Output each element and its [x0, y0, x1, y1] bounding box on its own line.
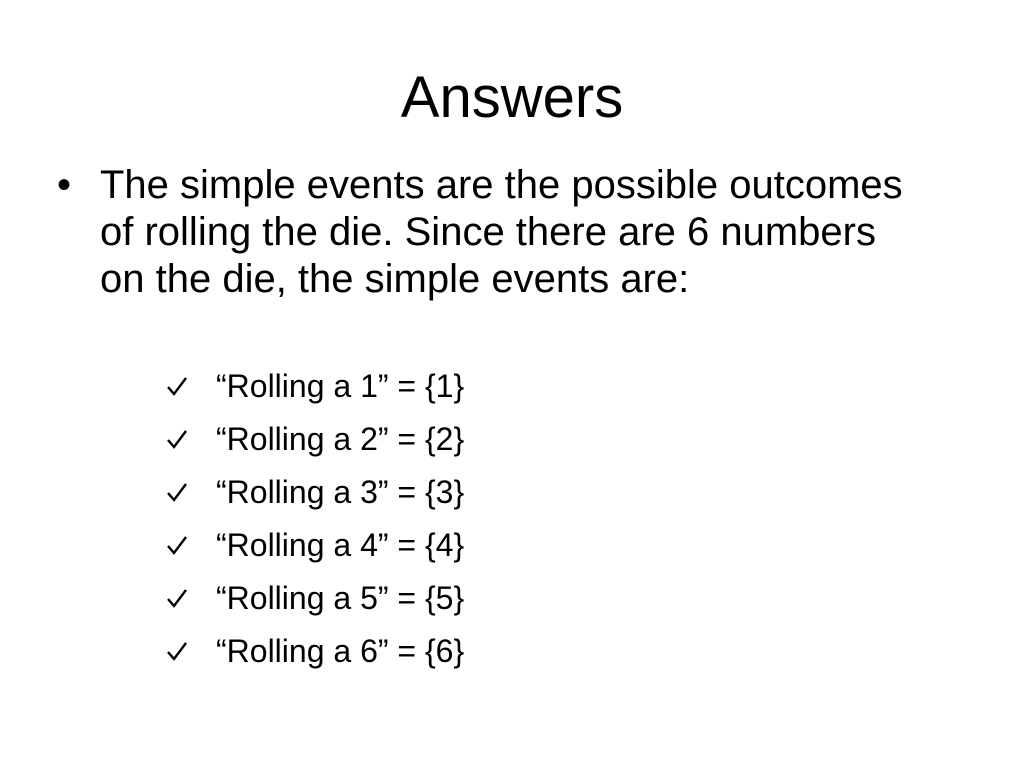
checkmark-icon	[164, 625, 190, 678]
item-text: “Rolling a 3” = {3}	[216, 474, 465, 510]
list-item	[164, 519, 864, 572]
item-text: “Rolling a 2” = {2}	[216, 421, 465, 457]
checkmark-icon	[164, 572, 190, 625]
checkmark-icon	[164, 466, 190, 519]
slide-title: Answers	[400, 65, 624, 130]
bullet-text: The simple events are the possible outcomes of rolling the die. Since there are 6 numbers on the die, the simple events are:	[100, 163, 903, 301]
item-text: “Rolling a 1” = {1}	[216, 368, 465, 404]
list-item	[164, 572, 864, 625]
item-text: “Rolling a 4” = {4}	[216, 527, 465, 563]
list-item	[164, 466, 864, 519]
checkmark-icon	[164, 413, 190, 466]
bullet-dot: •	[57, 163, 72, 207]
sub-list	[164, 360, 864, 678]
list-item	[164, 413, 864, 466]
checkmark-icon	[164, 519, 190, 572]
item-text: “Rolling a 5” = {5}	[216, 580, 465, 616]
item-text: “Rolling a 6” = {6}	[216, 633, 465, 669]
checkmark-icon	[164, 360, 190, 413]
list-item	[164, 360, 864, 413]
list-item	[164, 625, 864, 678]
